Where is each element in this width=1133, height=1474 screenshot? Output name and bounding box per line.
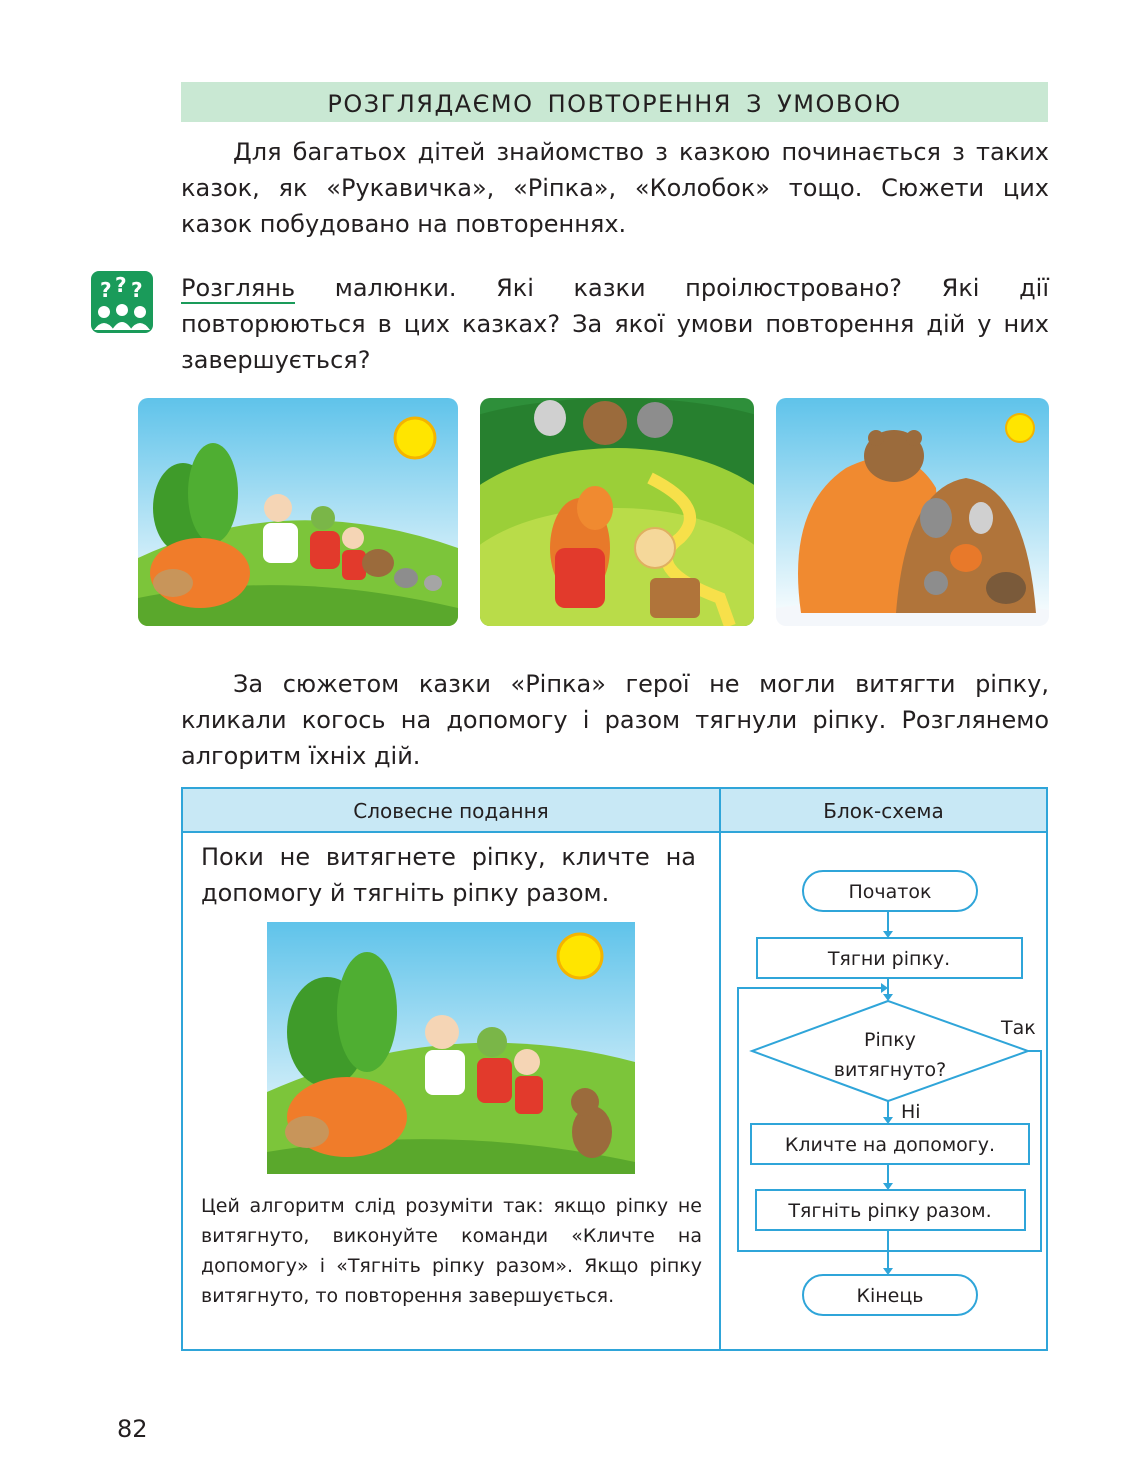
task-keyword: Розглянь: [181, 274, 296, 302]
intro-text: Для багатьох дітей знайомство з казкою починається з таких казок, як «Рукавичка», «Ріпка», «Колобок» тощо. Сюжети цих казок побудовано на повтореннях.: [181, 138, 1049, 238]
task-text: малюнки. Які казки проілюстровано? Які дії повторюються в цих казках? За якої умови повторення дій у них завершується?: [181, 274, 1049, 374]
flowchart-start-label: Початок: [848, 881, 932, 903]
flowchart-step1-label: Тягни ріпку.: [827, 948, 951, 970]
ripka-small-illustration: [267, 922, 635, 1174]
story-paragraph: [181, 666, 1049, 774]
flowchart: [721, 833, 1046, 1349]
flowchart-step3-label: Тягніть ріпку разом.: [788, 1200, 992, 1222]
flowchart-condition-label-1: Ріпку: [864, 1029, 916, 1051]
discussion-question-icon: [90, 270, 154, 334]
flowchart-condition-label-2: витягнуто?: [833, 1059, 947, 1081]
section-heading: РОЗГЛЯДАЄМО ПОВТОРЕННЯ З УМОВОЮ: [181, 82, 1048, 122]
intro-paragraph: [181, 134, 1049, 242]
algorithm-explanation: Цей алгоритм слід розуміти так: якщо ріпку не витягнуто, виконуйте команди «Кличте на допомогу» і «Тягніть ріпку разом». Якщо ріпку витягнуто, то повторення завершується.: [201, 1195, 702, 1307]
flowchart-end-label: Кінець: [856, 1285, 924, 1307]
story-text: За сюжетом казки «Ріпка» герої не могли витягти ріпку, кликали когось на допомогу і разом тягнули ріпку. Розглянемо алгоритм їхніх дій.: [181, 670, 1049, 770]
table-header-flowchart: Блок-схема: [721, 789, 1046, 833]
verbal-algorithm-text: Поки не витягнете ріпку, кличте на допомогу й тягніть ріпку разом.: [201, 843, 696, 907]
page-number: 82: [117, 1415, 148, 1443]
task-paragraph: [181, 270, 1049, 378]
table-header-verbal: Словесне подання: [183, 789, 719, 833]
algorithm-table: [181, 787, 1048, 1351]
ripka-illustration: [138, 398, 458, 626]
flowchart-step2-label: Кличте на допомогу.: [784, 1134, 996, 1156]
kolobok-illustration: [480, 398, 754, 626]
flowchart-no-label: Ні: [901, 1101, 921, 1123]
svg-text:?: ?: [131, 278, 143, 302]
svg-text:?: ?: [115, 273, 127, 297]
flowchart-condition-shape: [752, 1001, 1028, 1101]
rukavychka-illustration: [776, 398, 1049, 626]
flowchart-yes-label: Так: [1001, 1017, 1036, 1039]
svg-text:?: ?: [100, 278, 112, 302]
